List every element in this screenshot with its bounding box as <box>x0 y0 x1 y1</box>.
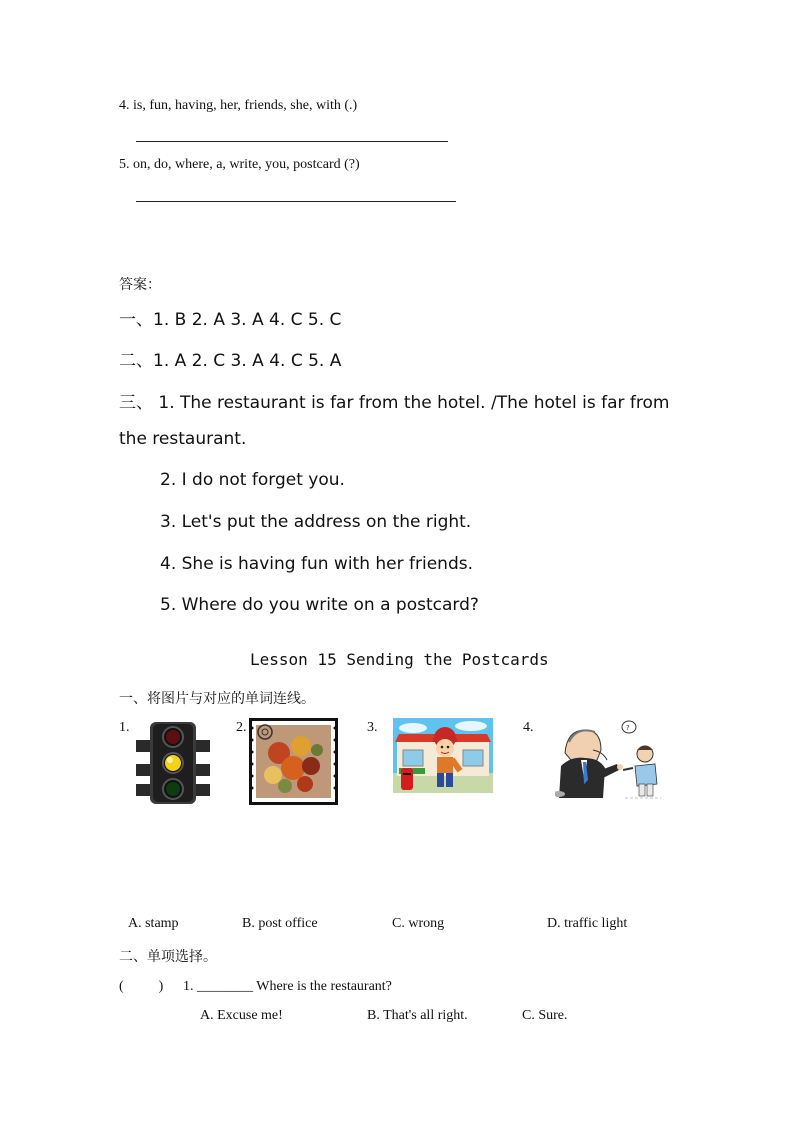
svg-text:?: ? <box>626 724 630 732</box>
stamp-picture <box>249 718 338 805</box>
option-b: B. post office <box>242 916 318 931</box>
answers-part3-item: 2. I do not forget you. <box>160 470 345 490</box>
picture-number: 1. <box>119 720 130 735</box>
option-c: C. wrong <box>392 916 445 931</box>
question-1-stem: 1. ________ Where is the restaurant? <box>183 979 392 994</box>
reorder-item-4: 4. is, fun, having, her, friends, she, with (.) <box>119 98 358 113</box>
answers-part1: 一、1. B 2. A 3. A 4. C 5. C <box>119 310 342 330</box>
answers-part3-line2: the restaurant. <box>119 429 247 449</box>
answers-label: 答案： <box>119 277 161 293</box>
question-1-option-a: A. Excuse me! <box>200 1008 283 1023</box>
answers-part3-line1: 三、 1. The restaurant is far from the hotel. /The hotel is far from <box>119 393 670 413</box>
option-d: D. traffic light <box>547 916 628 931</box>
picture-number: 3. <box>367 720 378 735</box>
section2-heading: 二、单项选择。 <box>119 949 217 965</box>
question-1-option-c: C. Sure. <box>522 1008 568 1023</box>
answers-part3-item: 3. Let's put the address on the right. <box>160 512 472 532</box>
reorder-item-5: 5. on, do, where, a, write, you, postcard (?) <box>119 157 360 172</box>
answers-part3-item: 4. She is having fun with her friends. <box>160 554 473 574</box>
answers-part3-item: 5. Where do you write on a postcard? <box>160 595 479 615</box>
section1-heading: 一、将图片与对应的单词连线。 <box>119 691 315 707</box>
post-office-picture <box>393 718 493 793</box>
question-1-option-b: B. That's all right. <box>367 1008 468 1023</box>
option-a: A. stamp <box>128 916 179 931</box>
wrong-scene-picture <box>555 718 661 800</box>
answer-line <box>136 201 456 202</box>
picture-number: 2. <box>236 720 247 735</box>
traffic-light-picture <box>136 722 210 804</box>
answer-bracket: ( ) <box>119 979 164 994</box>
picture-number: 4. <box>523 720 534 735</box>
answers-part2: 二、1. A 2. C 3. A 4. C 5. A <box>119 351 342 371</box>
lesson-title: Lesson 15 Sending the Postcards <box>250 650 549 669</box>
answer-line <box>136 141 448 142</box>
